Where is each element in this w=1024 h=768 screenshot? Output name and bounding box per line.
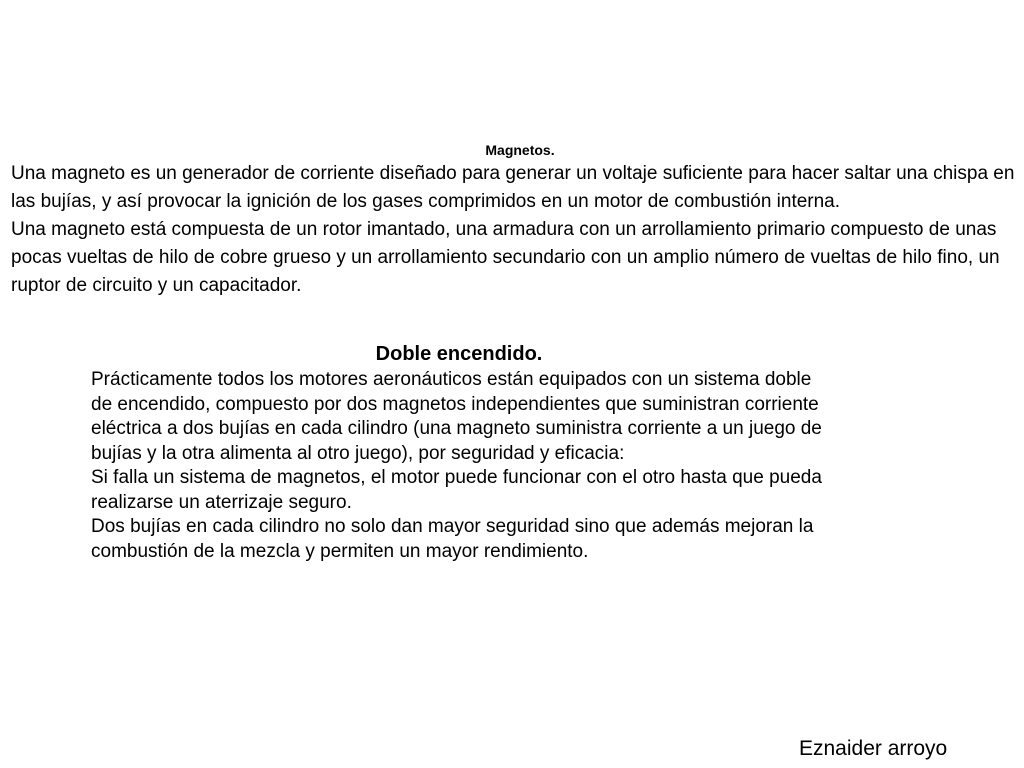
intro-text-block — [11, 160, 1021, 300]
slide-title: Magnetos. — [485, 142, 555, 158]
section-heading: Doble encendido. — [375, 343, 543, 365]
section-paragraph: Si falla un sistema de magnetos, el motor puede funcionar con el otro hasta que pueda realizarse un aterrizaje seguro. — [91, 467, 822, 513]
author-name: Eznaider arroyo — [799, 737, 948, 760]
intro-paragraph: Una magneto está compuesta de un rotor imantado, una armadura con un arrollamiento primario compuesto de unas pocas vueltas de hilo de cobre grueso y un arrollamiento secundario con un amplio número de vueltas de hilo fino, un ruptor de circuito y un capacitador. — [11, 219, 1000, 296]
section-text-block — [91, 368, 831, 564]
section-paragraph: Prácticamente todos los motores aeronáuticos están equipados con un sistema doble de encendido, compuesto por dos magnetos independientes que suministran corriente eléctrica a dos bujías en cada cilindro (una magneto suministra corriente a un juego de bujías y la otra alimenta al otro juego), por seguridad y eficacia: — [91, 369, 822, 464]
intro-paragraph: Una magneto es un generador de corriente diseñado para generar un voltaje suficiente para hacer saltar una chispa en las bujías, y así provocar la ignición de los gases comprimidos en un motor de combustión interna. — [11, 163, 1015, 212]
section-paragraph: Dos bujías en cada cilindro no solo dan mayor seguridad sino que además mejoran la combustión de la mezcla y permiten un mayor rendimiento. — [91, 516, 814, 562]
